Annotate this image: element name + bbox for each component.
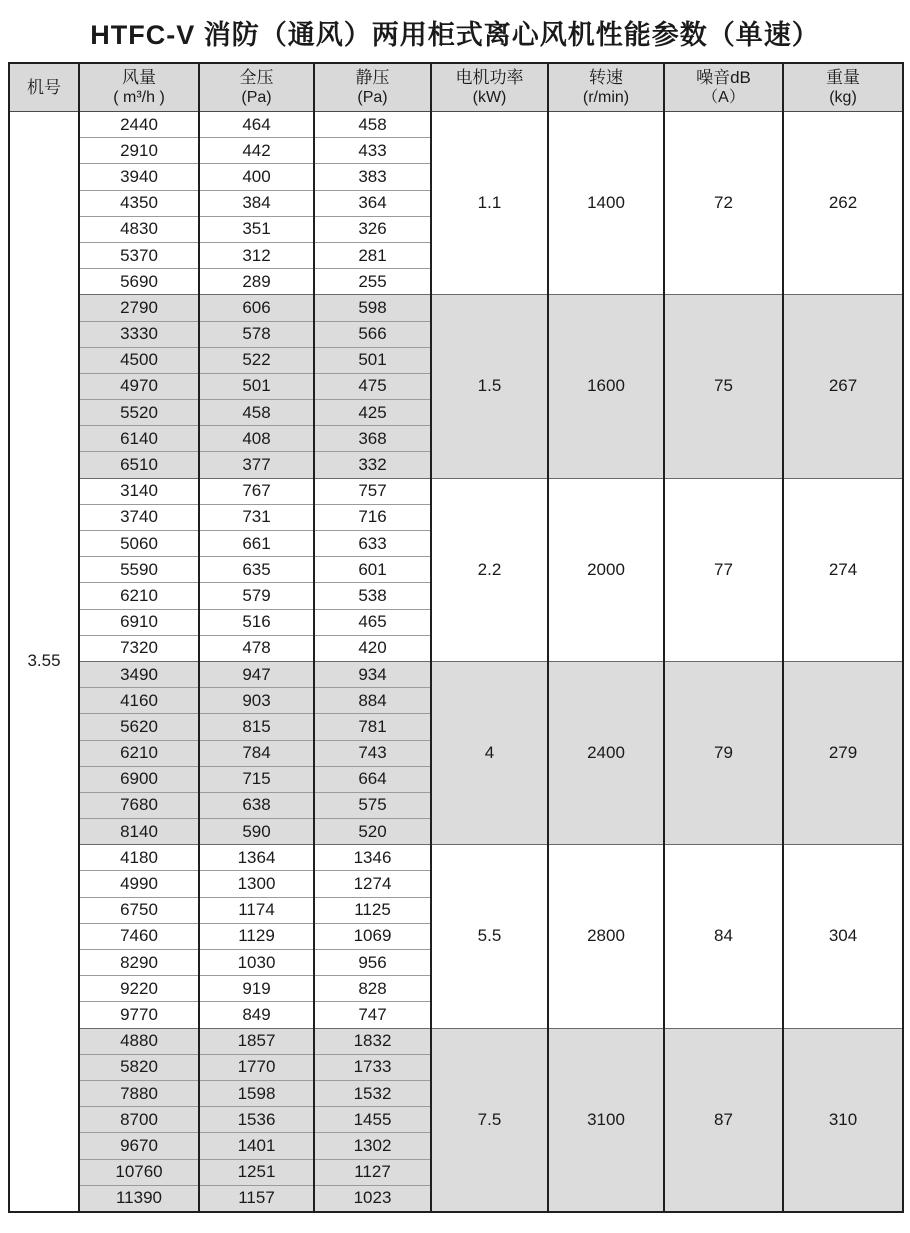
col-header-model-label: 机号 [27,78,61,97]
static-pressure-cell: 501 [314,347,431,373]
table-row [9,845,903,871]
static-pressure-cell: 364 [314,190,431,216]
static-pressure-cell: 934 [314,661,431,687]
airflow-cell: 3940 [79,164,199,190]
total-pressure-cell: 516 [199,609,314,635]
airflow-cell: 4970 [79,373,199,399]
total-pressure-cell: 1598 [199,1080,314,1106]
speed-cell: 2000 [548,478,664,661]
static-pressure-cell: 1532 [314,1080,431,1106]
speed-cell: 2400 [548,661,664,844]
weight-cell: 279 [783,661,903,844]
total-pressure-cell: 464 [199,112,314,138]
static-pressure-cell: 884 [314,688,431,714]
airflow-cell: 2910 [79,138,199,164]
airflow-cell: 4180 [79,845,199,871]
total-pressure-cell: 400 [199,164,314,190]
speed-cell: 1400 [548,112,664,295]
header-row [9,63,903,112]
airflow-cell: 5690 [79,269,199,295]
table-row [9,1028,903,1054]
airflow-cell: 3140 [79,478,199,504]
total-pressure-cell: 1157 [199,1185,314,1212]
weight-cell: 274 [783,478,903,661]
speed-cell: 2800 [548,845,664,1028]
speed-cell: 3100 [548,1028,664,1212]
total-pressure-cell: 635 [199,557,314,583]
total-pressure-cell: 578 [199,321,314,347]
static-pressure-cell: 433 [314,138,431,164]
static-pressure-cell: 1346 [314,845,431,871]
total-pressure-cell: 767 [199,478,314,504]
power-cell: 1.5 [431,295,548,478]
static-pressure-cell: 747 [314,1002,431,1028]
col-header-weight: 重量 (kg) [783,63,903,112]
static-pressure-cell: 475 [314,373,431,399]
airflow-cell: 5370 [79,242,199,268]
airflow-cell: 10760 [79,1159,199,1185]
static-pressure-cell: 781 [314,714,431,740]
total-pressure-cell: 784 [199,740,314,766]
airflow-cell: 3740 [79,504,199,530]
total-pressure-cell: 849 [199,1002,314,1028]
model-number-cell: 3.55 [9,112,79,1212]
airflow-cell: 8140 [79,819,199,845]
total-pressure-cell: 384 [199,190,314,216]
page-title: HTFC-V 消防（通风）两用柜式离心风机性能参数（单速） [90,20,820,50]
airflow-cell: 4350 [79,190,199,216]
airflow-cell: 3490 [79,661,199,687]
static-pressure-cell: 757 [314,478,431,504]
static-pressure-cell: 664 [314,766,431,792]
static-pressure-cell: 332 [314,452,431,478]
total-pressure-cell: 442 [199,138,314,164]
airflow-cell: 5060 [79,531,199,557]
airflow-cell: 6210 [79,583,199,609]
total-pressure-cell: 501 [199,373,314,399]
power-cell: 1.1 [431,112,548,295]
static-pressure-cell: 1455 [314,1107,431,1133]
col-header-noise: 噪音dB （A） [664,63,783,112]
col-header-model [9,63,79,112]
col-header-motor-power: 电机功率 (kW) [431,63,548,112]
static-pressure-cell: 1127 [314,1159,431,1185]
static-pressure-cell: 1023 [314,1185,431,1212]
static-pressure-cell: 633 [314,531,431,557]
static-pressure-cell: 1832 [314,1028,431,1054]
airflow-cell: 5620 [79,714,199,740]
static-pressure-cell: 458 [314,112,431,138]
airflow-cell: 6210 [79,740,199,766]
total-pressure-cell: 903 [199,688,314,714]
total-pressure-cell: 661 [199,531,314,557]
total-pressure-cell: 919 [199,976,314,1002]
total-pressure-cell: 1857 [199,1028,314,1054]
noise-cell: 75 [664,295,783,478]
table-row [9,478,903,504]
total-pressure-cell: 590 [199,819,314,845]
static-pressure-cell: 255 [314,269,431,295]
airflow-cell: 7460 [79,923,199,949]
airflow-cell: 8700 [79,1107,199,1133]
airflow-cell: 2440 [79,112,199,138]
weight-cell: 267 [783,295,903,478]
col-header-speed: 转速 (r/min) [548,63,664,112]
airflow-cell: 5590 [79,557,199,583]
static-pressure-cell: 716 [314,504,431,530]
total-pressure-cell: 1030 [199,950,314,976]
total-pressure-cell: 312 [199,242,314,268]
total-pressure-cell: 478 [199,635,314,661]
power-cell: 2.2 [431,478,548,661]
total-pressure-cell: 715 [199,766,314,792]
total-pressure-cell: 289 [199,269,314,295]
col-header-airflow: 风量 ( m³/h ) [79,63,199,112]
total-pressure-cell: 1300 [199,871,314,897]
total-pressure-cell: 1401 [199,1133,314,1159]
static-pressure-cell: 538 [314,583,431,609]
fan-performance-table [8,62,904,1213]
col-header-total-pressure: 全压 (Pa) [199,63,314,112]
airflow-cell: 6750 [79,897,199,923]
airflow-cell: 6510 [79,452,199,478]
power-cell: 7.5 [431,1028,548,1212]
static-pressure-cell: 281 [314,242,431,268]
airflow-cell: 5820 [79,1054,199,1080]
total-pressure-cell: 408 [199,426,314,452]
total-pressure-cell: 638 [199,792,314,818]
total-pressure-cell: 458 [199,400,314,426]
noise-cell: 77 [664,478,783,661]
total-pressure-cell: 1174 [199,897,314,923]
static-pressure-cell: 420 [314,635,431,661]
weight-cell: 304 [783,845,903,1028]
total-pressure-cell: 377 [199,452,314,478]
total-pressure-cell: 351 [199,216,314,242]
power-cell: 5.5 [431,845,548,1028]
total-pressure-cell: 579 [199,583,314,609]
noise-cell: 72 [664,112,783,295]
airflow-cell: 2790 [79,295,199,321]
airflow-cell: 4830 [79,216,199,242]
airflow-cell: 9670 [79,1133,199,1159]
airflow-cell: 11390 [79,1185,199,1212]
total-pressure-cell: 947 [199,661,314,687]
static-pressure-cell: 383 [314,164,431,190]
static-pressure-cell: 956 [314,950,431,976]
airflow-cell: 4160 [79,688,199,714]
static-pressure-cell: 1125 [314,897,431,923]
airflow-cell: 8290 [79,950,199,976]
weight-cell: 262 [783,112,903,295]
noise-cell: 84 [664,845,783,1028]
airflow-cell: 7880 [79,1080,199,1106]
airflow-cell: 9770 [79,1002,199,1028]
total-pressure-cell: 1536 [199,1107,314,1133]
static-pressure-cell: 566 [314,321,431,347]
static-pressure-cell: 1274 [314,871,431,897]
static-pressure-cell: 601 [314,557,431,583]
speed-cell: 1600 [548,295,664,478]
noise-cell: 87 [664,1028,783,1212]
static-pressure-cell: 743 [314,740,431,766]
power-cell: 4 [431,661,548,844]
total-pressure-cell: 731 [199,504,314,530]
total-pressure-cell: 1770 [199,1054,314,1080]
static-pressure-cell: 520 [314,819,431,845]
airflow-cell: 9220 [79,976,199,1002]
static-pressure-cell: 368 [314,426,431,452]
table-row [9,661,903,687]
table-row [9,295,903,321]
airflow-cell: 6910 [79,609,199,635]
static-pressure-cell: 598 [314,295,431,321]
table-row [9,112,903,138]
static-pressure-cell: 425 [314,400,431,426]
static-pressure-cell: 1302 [314,1133,431,1159]
static-pressure-cell: 465 [314,609,431,635]
static-pressure-cell: 1069 [314,923,431,949]
total-pressure-cell: 815 [199,714,314,740]
static-pressure-cell: 828 [314,976,431,1002]
airflow-cell: 6900 [79,766,199,792]
total-pressure-cell: 1129 [199,923,314,949]
total-pressure-cell: 1251 [199,1159,314,1185]
airflow-cell: 4500 [79,347,199,373]
airflow-cell: 3330 [79,321,199,347]
static-pressure-cell: 1733 [314,1054,431,1080]
col-header-static-pressure: 静压 (Pa) [314,63,431,112]
static-pressure-cell: 575 [314,792,431,818]
airflow-cell: 7320 [79,635,199,661]
total-pressure-cell: 1364 [199,845,314,871]
airflow-cell: 5520 [79,400,199,426]
airflow-cell: 4990 [79,871,199,897]
total-pressure-cell: 606 [199,295,314,321]
airflow-cell: 7680 [79,792,199,818]
airflow-cell: 6140 [79,426,199,452]
static-pressure-cell: 326 [314,216,431,242]
total-pressure-cell: 522 [199,347,314,373]
airflow-cell: 4880 [79,1028,199,1054]
noise-cell: 79 [664,661,783,844]
weight-cell: 310 [783,1028,903,1212]
